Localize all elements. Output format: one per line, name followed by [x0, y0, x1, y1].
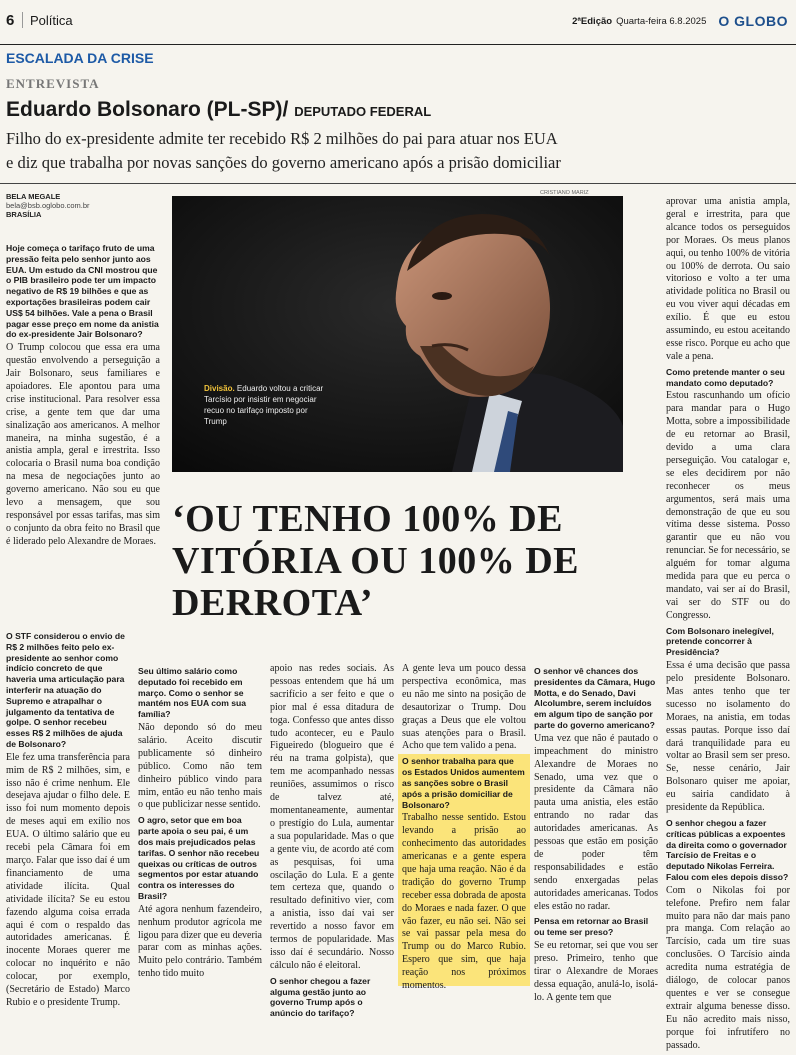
kicker: ESCALADA DA CRISE: [6, 50, 154, 66]
interviewee-name-text: Eduardo Bolsonaro (PL-SP)/: [6, 98, 289, 121]
section-name: Política: [30, 13, 73, 28]
answer: Uma vez que não é pautado o impeachment do ministro Alexandre de Moraes no Senado, uma vez que o presidente da Câmara não pauta uma anistia, eles estão entrando no radar das autoridades americanas. As pessoas que estão em posição de poder têm responsabilidades e estão sendo enxergadas pelas autoridades americanas. Todos eles estão no radar.: [534, 732, 658, 912]
section-label: ENTREVISTA: [6, 76, 100, 91]
subtitle-rule: [0, 183, 796, 184]
author-city: BRASÍLIA: [6, 210, 42, 219]
question: O agro, setor que em boa parte apoia o seu pai, é um dos mais prejudicados pelas tarifas. O senhor não recebeu queixas ou críticas de outros segmentos por estar atuando contra os interesses do Brasil?: [138, 815, 260, 901]
edition-label: 2ªEdição: [572, 15, 613, 27]
subtitle-line-2: e diz que trabalha por novas sanções do governo americano após a prisão domiciliar: [6, 153, 561, 172]
answer: O Trump colocou que essa era uma questão envolvendo a perseguição a Jair Bolsonaro, seus familiares e apoiadores. Ele apontou para uma crise institucional. Para resolver essa crise, a gente tem que dar uma sinalização aos americanos. A melhor maneira, na minha sugestão, é a anistia ampla, geral e irrestrita. Isso colocaria o Brasil numa boa condição na mesa de negociações junto ao governo americano. Não sou eu que levo a mensagem, que sou responsável por essas tarifas, mas sim o conjunto da obra feito no Brasil que é liderado pelo Alexandre de Moraes.: [6, 342, 160, 547]
column-5: [534, 663, 658, 1007]
answer: Ele fez uma transferência para mim de R$ 2 milhões, sim, e isso não é crime nenhum. Ele desejava ajudar o filho dele. E isso foi num momento depois de meses aqui em exílio nos EUA. O último salário que eu recebi pela Câmara foi em março. Falar que isso daí é um financiamento de uma atividade ilícita. Qual atividade ilícita? Se eu estou fazendo alguma coisa errada aqui é com o respaldo das autoridades americanas. É inocente Moraes querer me colocar no inquérito e não colocar, por exemplo, (Secretário de Estado) Marco Rubio e o presidente Trump.: [6, 751, 130, 1008]
pull-quote: ‘OU TENHO 100% DE VITÓRIA OU 100% DE DERROTA’: [172, 498, 579, 624]
answer-highlighted: Trabalho nesse sentido. Estou levando a prisão ao conhecimento das autoridades americanas e a gente espera que haja uma reação. Não é da tradição do governo Trump receber essa dobrada de aposta do Moraes e nada fazer. O que vão fazer, eu não sei. Não sei se vai passar pela mesa do Trump ou do Marco Rubio. Espero que sim, que haja reação nos próximos momentos.: [402, 812, 526, 992]
header-divider: [22, 12, 23, 28]
column-1-top: [6, 240, 160, 551]
date-label: Quarta-feira 6.8.2025: [616, 15, 707, 27]
answer: aprovar uma anistia ampla, geral e irrestrita, para que alcance todos os perseguidos por Moraes. Os meus planos aqui, ou tenho 100% de vitória ou 100% de derrota. Ou saio vitorioso e volto a ter uma atividade política no Brasil ou eu vou viver aqui décadas em exílio. É que eu estou assumindo, eu estou aceitando esse risco. Porque eu acho que vale a pena.: [666, 196, 790, 362]
caption-bold: Divisão.: [204, 384, 235, 393]
portrait-illustration: [172, 196, 623, 472]
question: Hoje começa o tarifaço fruto de uma pressão feita pelo senhor junto aos EUA. Um estudo da CNI mostrou que o PIB brasileiro pode ter um impacto negativo de R$ 19 bilhões e que as exportações brasileiras podem cair US$ 54 bilhões. Vale a pena o Brasil pagar esse preço em nome da anistia do ex-presidente Jair Bolsonaro?: [6, 243, 159, 340]
column-6: [666, 196, 790, 1055]
byline: [6, 192, 90, 219]
author-name: BELA MEGALE: [6, 192, 61, 201]
column-3: [270, 663, 394, 1021]
answer: Estou rascunhando um ofício para mandar para o Hugo Motta, sobre a impossibilidade de eu retornar ao Brasil, devido a uma clara perseguição. Vou catalogar e, se eles decidirem por não reconhecer os meus argumentos, será mais uma demonstração de que eu sou vítima desse sistema. Posso garantir que eu não vou renunciar. Se for necessário, se alguém for tomar alguma medida para que eu perca o mandato, vai ser aí do Brasil, vai ser do STF ou do Congresso.: [666, 390, 790, 621]
interviewee-name: [6, 98, 431, 122]
subtitle: [6, 127, 786, 175]
question: Com Bolsonaro inelegível, pretende concorrer à Presidência?: [666, 625, 774, 658]
question-highlighted: O senhor trabalha para que os Estados Unidos aumentem as sanções sobre o Brasil após a prisão domiciliar de Bolsonaro?: [402, 756, 525, 810]
answer: Essa é uma decisão que passa pelo presidente Bolsonaro. Mas antes tenho que ter sucesso no isolamento do Moraes, na anistia, em todas essas pautas. Porque isso daí dará tranquilidade para eu voltar ao Brasil sem ser preso. Se, nesse cenário, Jair Bolsonaro quiser me apoiar, eu sairia candidato à presidente da República.: [666, 660, 790, 814]
column-1-bottom: [6, 628, 130, 1012]
page-number: 6: [6, 12, 15, 29]
question: O senhor chegou a fazer críticas públicas a expoentes da direita como o governador Tarcísio de Freitas e o deputado Nikolas Ferreira. Falou com eles depois disso?: [666, 817, 789, 882]
interviewee-role: DEPUTADO FEDERAL: [294, 104, 432, 119]
photo-credit: CRISTIANO MARIZ: [540, 190, 589, 196]
answer: Até agora nenhum fazendeiro, nenhum produtor agrícola me ligou para dizer que eu deveria parar com as minhas ações. Muito pelo contrário. Também tenho tido muito: [138, 903, 262, 980]
photo-caption: [204, 383, 324, 427]
subtitle-line-1: Filho do ex-presidente admite ter recebido R$ 2 milhões do pai para atuar nos EUA: [6, 129, 558, 148]
caption-text: Eduardo voltou a criticar Tarcísio por insistir em negociar recuo no tarifaço imposto por Trump: [204, 384, 324, 426]
header-rule: [0, 44, 796, 45]
answer: A gente leva um pouco dessa perspectiva econômica, mas eu não me sinto na posição de desautorizar o Trump. Dou graças a Deus que ele voltou suas atenções para o Brasil. Acho que tem valido a pena.: [402, 663, 526, 752]
author-email: bela@bsb.oglobo.com.br: [6, 201, 90, 210]
question: O senhor chegou a fazer alguma gestão junto ao governo Trump após o anúncio do tarifaço?: [270, 975, 371, 1019]
answer: apoio nas redes sociais. As pessoas entendem que há um sacrifício a ser feito e que o pior mal é essa ditadura de toga. Confesso que antes disso tudo acontecer, eu e Paulo Figueiredo (blogueiro que é réu na trama golpista), que tem me acompanhado nessas reuniões, assumimos o risco de talvez até, momentaneamente, aumentar o prestígio do Lula, aumentar a sua popularidade. Mas o que a gente viu, de acordo até com as pesquisas, foi uma oscilação do Lula. E a gente tem certeza que, quando o resultado definitivo vier, com a anistia, isso daí vai ser revertido a nosso favor em termos de popularidade. Mas isso daí é secundário. Nosso cálculo não é eleitoral.: [270, 663, 394, 971]
question: Seu último salário como deputado foi recebido em março. Como o senhor se mantém nos EUA com sua família?: [138, 666, 247, 720]
column-4: [402, 663, 526, 995]
question: Pensa em retornar ao Brasil ou teme ser preso?: [534, 916, 649, 938]
answer: Não depondo só do meu salário. Aceito discutir publicamente só dinheiro público. Como não tem dinheiro público vindo para mim, então eu não tenho mais o que publicizar nesse sentido.: [138, 721, 262, 811]
question: Como pretende manter o seu mandato como deputado?: [666, 366, 785, 388]
question: O STF considerou o envio de R$ 2 milhões feito pelo ex-presidente ao senhor como indício concreto de que haveria uma articulação para interferir na atuação do Supremo e atrapalhar o julgamento da tentativa de golpe. O senhor recebeu esses R$ 2 milhões de ajuda de Bolsonaro?: [6, 631, 125, 749]
question: O senhor vê chances dos presidentes da Câmara, Hugo Motta, e do Senado, Davi Alcolumbre, serem incluídos em algum tipo de sanção por parte do governo americano?: [534, 666, 656, 730]
column-2: [138, 663, 262, 983]
header-right: [572, 13, 788, 29]
answer: Se eu retornar, sei que vou ser preso. Primeiro, tenho que tirar o Alexandre de Moraes dessa equação, anulá-lo, isolá-lo. A gente tem que: [534, 940, 658, 1003]
newspaper-logo: O GLOBO: [718, 13, 788, 29]
answer: Com o Nikolas foi por telefone. Prefiro nem falar muito para não dar mais pano pra manga. Com relação ao Tarcísio, cada um tire suas conclusões. O Tarcísio ainda acredita numa estratégia de diálogo, de colocar panos quentes e ver se consegue extrair alguma benesse disso. Eu não acredito mais nisso, porque foi infrutífero no passado.: [666, 884, 790, 1051]
portrait-photo: [172, 196, 623, 472]
